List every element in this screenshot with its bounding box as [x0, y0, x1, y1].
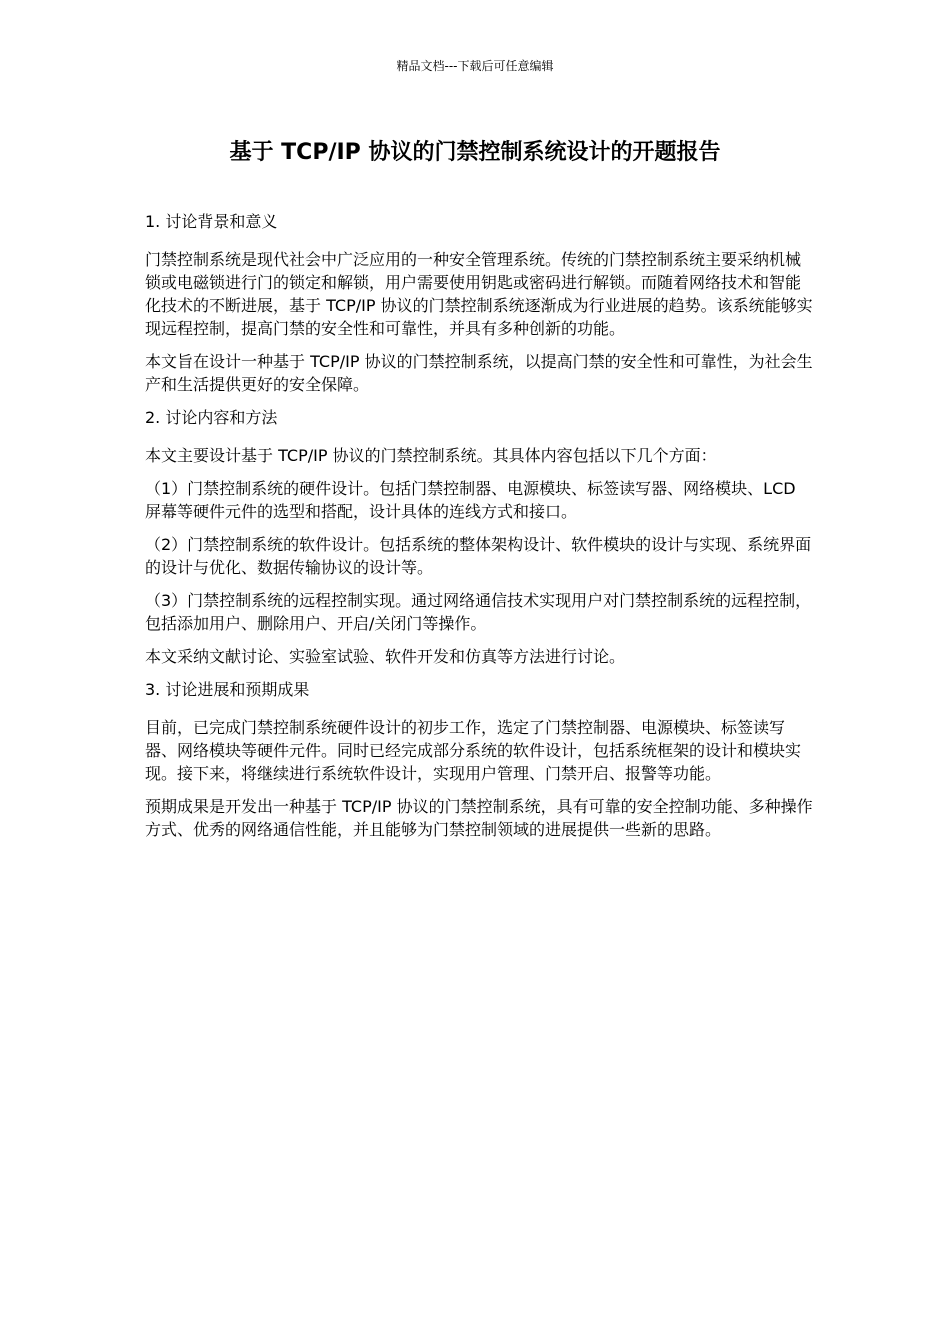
section-2-item-1: （1）门禁控制系统的硬件设计。包括门禁控制器、电源模块、标签读写器、网络模块、LCD 屏幕等硬件元件的选型和搭配，设计具体的连线方式和接口。: [145, 479, 796, 521]
section-3-heading: 3. 讨论进展和预期成果: [145, 680, 310, 699]
page-title: 基于 TCP/IP 协议的门禁控制系统设计的开题报告: [229, 140, 721, 165]
section-3-paragraph-1: 目前，已完成门禁控制系统硬件设计的初步工作，选定了门禁控制器、电源模块、标签读写器、网络模块等硬件元件。同时已经完成部分系统的软件设计，包括系统框架的设计和模块实现。接下来，将继续进行系统软件设计，实现用户管理、门禁开启、报警等功能。: [145, 718, 802, 783]
section-1-paragraph-2: 本文旨在设计一种基于 TCP/IP 协议的门禁控制系统，以提高门禁的安全性和可靠性，为社会生产和生活提供更好的安全保障。: [145, 352, 813, 394]
section-2-heading: 2. 讨论内容和方法: [145, 408, 278, 427]
section-2-item-2: （2）门禁控制系统的软件设计。包括系统的整体架构设计、软件模块的设计与实现、系统界面的设计与优化、数据传输协议的设计等。: [145, 535, 812, 577]
section-2-method: 本文采纳文献讨论、实验室试验、软件开发和仿真等方法进行讨论。: [145, 647, 626, 666]
section-3-paragraph-2: 预期成果是开发出一种基于 TCP/IP 协议的门禁控制系统，具有可靠的安全控制功能、多种操作方式、优秀的网络通信性能，并且能够为门禁控制领域的进展提供一些新的思路。: [145, 797, 813, 839]
section-1-paragraph-1: 门禁控制系统是现代社会中广泛应用的一种安全管理系统。传统的门禁控制系统主要采纳机械锁或电磁锁进行门的锁定和解锁，用户需要使用钥匙或密码进行解锁。而随着网络技术和智能化技术的不断进展，基于 TCP/IP 协议的门禁控制系统逐渐成为行业进展的趋势。该系统能够实现远程控制，提高门禁的安全性和可靠性，并具有多种创新的功能。: [145, 250, 813, 338]
section-1-heading: 1. 讨论背景和意义: [145, 212, 278, 231]
header-note: 精品文档---下载后可任意编辑: [396, 59, 554, 73]
document-body: [145, 210, 815, 851]
section-2-item-3: （3）门禁控制系统的远程控制实现。通过网络通信技术实现用户对门禁控制系统的远程控制，包括添加用户、删除用户、开启/关闭门等操作。: [145, 591, 812, 633]
section-2-intro: 本文主要设计基于 TCP/IP 协议的门禁控制系统。其具体内容包括以下几个方面：: [145, 446, 717, 465]
